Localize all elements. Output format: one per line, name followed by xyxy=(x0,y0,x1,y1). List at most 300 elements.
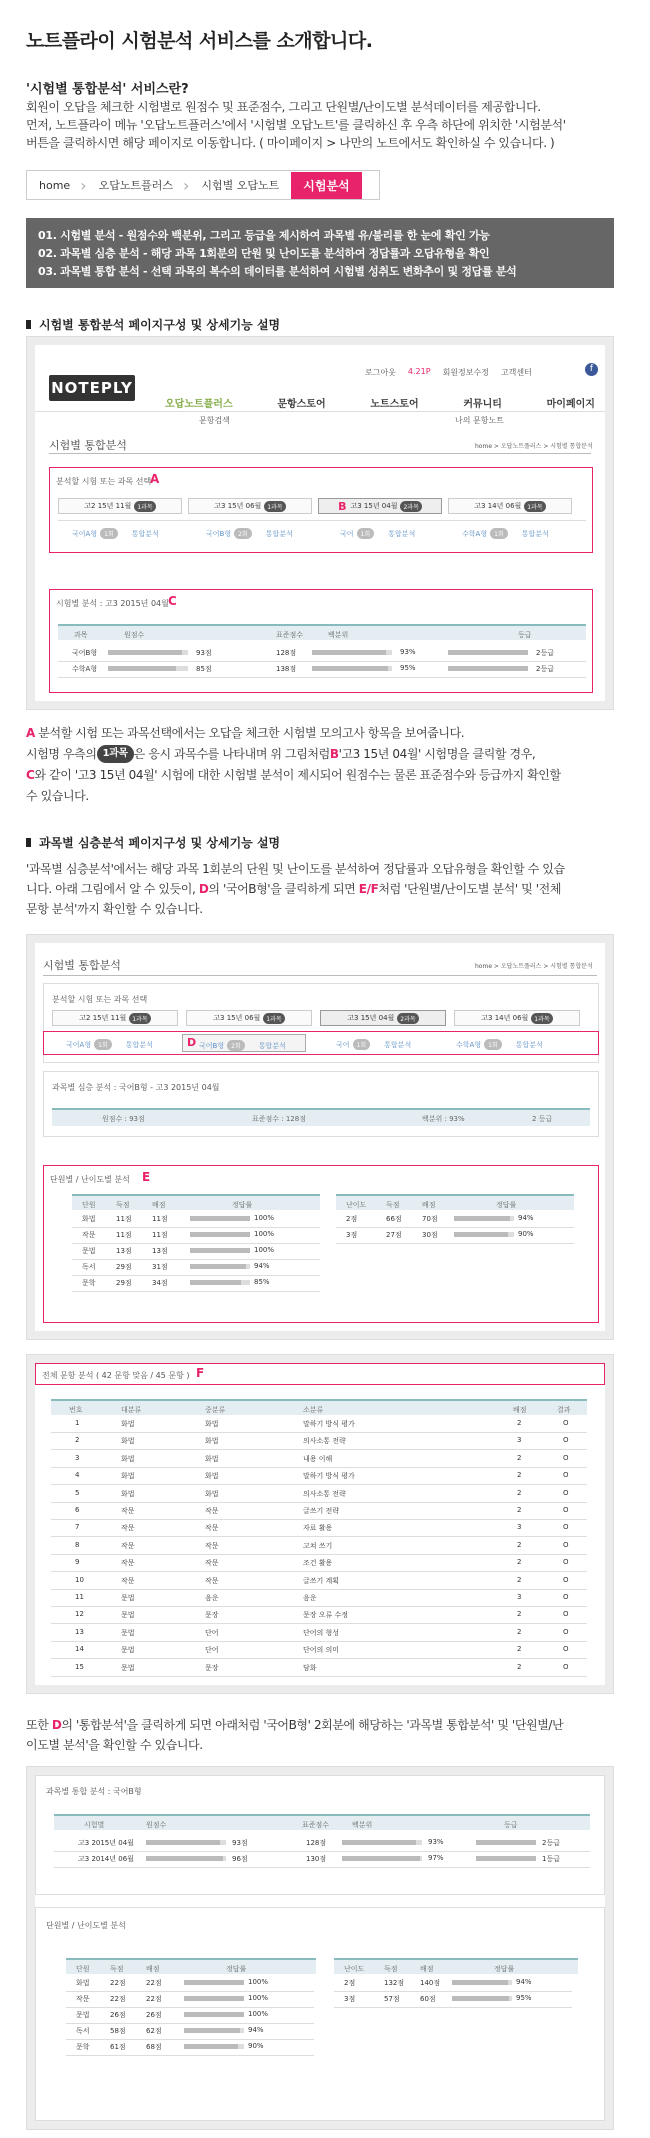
diff-score: 66점 xyxy=(386,1215,402,1223)
unit-name: 문법 xyxy=(76,2011,90,2019)
question-cell: O xyxy=(563,1593,569,1601)
exam-tab[interactable]: 고2 15년 11월 1과목 xyxy=(58,498,182,514)
row-divider xyxy=(334,2007,572,2008)
question-cell: O xyxy=(563,1523,569,1532)
raw-bar-fill xyxy=(146,1840,220,1845)
chevron-right-icon: › xyxy=(80,175,87,195)
question-cell: O xyxy=(563,1436,569,1445)
unit-name: 문법 xyxy=(82,1247,96,1255)
table-cell-grade: 1등급 xyxy=(542,1855,560,1863)
summary-row: 원점수 : 93점 표준점수 : 128점 백분위 : 93% 2 등급 xyxy=(52,1108,590,1126)
raw-bar-track xyxy=(108,666,188,671)
feature-item: 01. 시험별 분석 - 원점수와 백분위, 그리고 등급을 제시하여 과목별 유/불리를 한 눈에 확인 가능 xyxy=(38,229,490,242)
row-divider xyxy=(51,1554,587,1555)
question-cell: 2 xyxy=(517,1540,522,1549)
question-cell: 화법 xyxy=(121,1472,135,1481)
grade-bar-fill xyxy=(448,666,528,671)
unit-rate: 90% xyxy=(248,2042,264,2050)
subject-item[interactable]: 국어A형 1회 통합분석 xyxy=(66,1041,153,1049)
diff-name: 3점 xyxy=(346,1231,358,1239)
rate-bar-track xyxy=(454,1232,514,1237)
unit-name: 작문 xyxy=(82,1231,96,1239)
rate-bar-fill xyxy=(190,1232,250,1237)
row-divider xyxy=(51,1536,587,1537)
grade-bar-fill xyxy=(476,1840,536,1845)
question-cell: 3 xyxy=(517,1593,522,1601)
question-cell: 화법 xyxy=(205,1472,219,1481)
unit-name: 화법 xyxy=(76,1979,90,1987)
unit-name: 문학 xyxy=(82,1279,96,1287)
subject-item[interactable]: 국어B형 2회 통합분석 xyxy=(206,530,293,538)
row-divider xyxy=(51,1571,587,1572)
unit-rate: 100% xyxy=(254,1230,275,1238)
row-divider xyxy=(72,1227,320,1228)
desc-line: 니다. 아래 그림에서 알 수 있듯이, D의 '국어B형'을 클릭하게 되면 E/F처럼 '단원별/난이도별 분석' 및 '전체 xyxy=(26,882,562,896)
question-cell: 문법 xyxy=(121,1628,135,1637)
rate-bar-track xyxy=(184,1996,244,2001)
rate-bar-track xyxy=(190,1248,250,1253)
question-cell: 2 xyxy=(517,1662,522,1671)
table-cell-subject: 수학A형 xyxy=(72,665,98,673)
raw-bar-track xyxy=(146,1840,226,1845)
intro-line: 회원이 오답을 체크한 시험별로 원점수 및 표준점수, 그리고 단원별/난이도별 분석데이터를 제공합니다. xyxy=(26,100,541,114)
question-cell: 작문 xyxy=(205,1507,219,1515)
rate-bar-fill xyxy=(454,1232,508,1237)
question-analysis-header: 전체 문항 분석 ( 42 문항 맞음 / 45 문항 ) F xyxy=(35,1363,605,1385)
raw-bar-fill xyxy=(108,650,182,655)
exam-tab[interactable]: 고3 14년 06월 1과목 xyxy=(454,1010,580,1026)
row-divider xyxy=(336,1227,574,1228)
question-cell: 3 xyxy=(517,1523,522,1532)
question-cell: 2 xyxy=(517,1471,522,1480)
question-cell: 의사소통 전략 xyxy=(303,1489,346,1498)
intro-heading: '시험별 통합분석' 서비스란? xyxy=(26,82,189,97)
exam-tab[interactable]: 고3 15년 06월 1과목 xyxy=(186,1010,312,1026)
question-cell: 문장 오류 수정 xyxy=(303,1611,349,1620)
diff-rate: 94% xyxy=(516,1978,532,1986)
diff-name: 2점 xyxy=(346,1215,358,1223)
unit-score: 29점 xyxy=(116,1263,132,1271)
question-cell: 5 xyxy=(75,1488,80,1497)
unit-name: 작문 xyxy=(76,1995,90,2003)
deep-summary-box: 과목별 심층 분석 : 국어B형 - 고3 2015년 04월 원점수 : 93점 표준점수 : 128점 백분위 : 93% 2 등급 xyxy=(43,1071,599,1137)
unit-score: 26점 xyxy=(110,2011,126,2019)
question-cell: O xyxy=(563,1488,569,1497)
row-divider xyxy=(66,2007,314,2008)
question-cell: O xyxy=(563,1662,569,1671)
question-cell: O xyxy=(563,1506,569,1514)
question-cell: O xyxy=(563,1471,569,1480)
pct-bar-fill xyxy=(312,650,386,655)
marker-c: C xyxy=(168,594,177,608)
question-cell: 1 xyxy=(75,1419,80,1427)
screenshot-exam-analysis xyxy=(26,336,614,710)
table-cell-std: 138점 xyxy=(276,665,297,673)
row-divider xyxy=(51,1606,587,1607)
question-cell: 화법 xyxy=(121,1454,135,1463)
subject-item[interactable]: 국어A형 1회 통합분석 xyxy=(72,530,159,538)
unit-full: 68점 xyxy=(146,2043,162,2051)
row-divider xyxy=(51,1519,587,1520)
exam-tab-selected[interactable]: B 고3 15년 04월 2과목 xyxy=(318,498,442,514)
unit-rate: 100% xyxy=(248,1978,269,1986)
question-cell: 2 xyxy=(517,1419,522,1427)
subject-item[interactable]: 국어 1회 통합분석 xyxy=(336,1041,412,1049)
unit-table-header: 단원 득점 배점 정답률 xyxy=(66,1958,316,1974)
row-divider xyxy=(72,1259,320,1260)
pct-bar-fill xyxy=(342,1840,416,1845)
question-cell: 2 xyxy=(517,1645,522,1654)
desc-line: A 분석할 시험 또는 과목선택에서는 오답을 체크한 시험별 모의고사 항목을 보여줍니다. xyxy=(26,726,465,740)
question-cell: 문법 xyxy=(121,1663,135,1672)
question-cell: 조건 활용 xyxy=(303,1559,333,1568)
raw-bar-track xyxy=(108,650,188,655)
question-cell: 의사소통 전략 xyxy=(303,1437,346,1446)
screenshot-deep-analysis xyxy=(26,934,614,1340)
question-cell: O xyxy=(563,1453,569,1462)
nav-note-store[interactable]: 노트스토어 xyxy=(370,399,419,410)
profile-link[interactable]: 회원정보수정 xyxy=(442,368,489,377)
question-cell: O xyxy=(563,1627,569,1636)
exam-name: 고3 2014년 06월 xyxy=(78,1855,134,1863)
question-cell: 4 xyxy=(75,1471,80,1480)
rate-bar-fill xyxy=(184,1980,244,1985)
question-cell: 음운 xyxy=(303,1594,317,1602)
intro-line: 버튼을 클릭하시면 해당 페이지로 이동합니다. ( 마이페이지 > 나만의 노트에서도 확인하실 수 있습니다. ) xyxy=(26,136,555,150)
question-cell: 작문 xyxy=(121,1507,135,1515)
table-cell-raw: 85점 xyxy=(196,665,212,673)
row-divider xyxy=(54,1867,590,1868)
unit-full: 11점 xyxy=(152,1231,168,1239)
row-divider xyxy=(51,1676,587,1677)
rate-bar-track xyxy=(184,2012,244,2017)
table-cell-pct: 95% xyxy=(400,664,416,672)
raw-bar-fill xyxy=(108,666,176,671)
unit-table-header: 단원 득점 배점 정답률 xyxy=(72,1194,320,1210)
subject-item[interactable]: 수학A형 1회 통합분석 xyxy=(462,530,549,538)
question-cell: 11 xyxy=(75,1593,84,1601)
question-cell: 2 xyxy=(517,1627,522,1636)
question-cell: 15 xyxy=(75,1662,84,1671)
rate-bar-track xyxy=(190,1216,250,1221)
grade-bar-track xyxy=(476,1856,536,1861)
desc-line: 수 있습니다. xyxy=(26,789,89,803)
rate-bar-fill xyxy=(190,1264,246,1269)
grade-bar-track xyxy=(476,1840,536,1845)
question-cell: 글쓰기 계획 xyxy=(303,1576,340,1585)
unit-full: 31점 xyxy=(152,1263,168,1271)
logout-link[interactable]: 로그아웃 xyxy=(365,368,396,377)
unit-rate: 85% xyxy=(254,1278,270,1286)
section-heading: 시험별 통합분석 페이지구성 및 상세기능 설명 xyxy=(26,316,280,333)
top-links xyxy=(365,367,585,378)
exam-tab-selected[interactable]: 고3 15년 04월 2과목 xyxy=(320,1010,446,1026)
unit-analysis-box: 단원별 / 난이도별 분석 단원 득점 배점 정답률 난이도 득점 배점 정답률 화법 22점 22점 100% 작문 22점 22점 100% 문법 26점 26점 100% 독서 58점 62점 94% 문학 61점 68점 90% 2점 132점 140점 94% 3점 57점 60점 95% xyxy=(35,1907,605,2121)
table-cell-grade: 2등급 xyxy=(536,649,554,657)
question-cell: 3 xyxy=(75,1453,80,1462)
question-cell: 화법 xyxy=(205,1420,219,1428)
question-cell: 고쳐 쓰기 xyxy=(303,1541,333,1550)
rate-bar-track xyxy=(454,1216,514,1221)
unit-full: 11점 xyxy=(152,1215,168,1223)
table-cell-pct: 93% xyxy=(400,648,416,656)
unit-score: 11점 xyxy=(116,1215,132,1223)
rate-bar-track xyxy=(190,1264,250,1269)
rate-bar-track xyxy=(452,1980,512,1985)
integrated-box: 과목별 통합 분석 : 국어B형 시험별 원점수 표준점수 백분위 등급 고3 2015년 04월 93점 128점 93% 2등급 고3 2014년 06월 96점 130점 97% 1등급 xyxy=(35,1775,605,1895)
question-cell: O xyxy=(563,1645,569,1654)
unit-rate: 94% xyxy=(254,1262,270,1270)
exam-tab[interactable]: 고3 14년 06월 1과목 xyxy=(448,498,572,514)
question-cell: 작문 xyxy=(121,1524,135,1533)
unit-full: 22점 xyxy=(146,1995,162,2003)
desc-line: '과목별 심층분석'에서는 해당 과목 1회분의 단원 및 난이도를 분석하여 정답률과 오답유형을 확인할 수 있습 xyxy=(26,862,565,876)
pct-bar-fill xyxy=(342,1856,420,1861)
row-divider xyxy=(66,2055,314,2056)
question-cell: 말하기 방식 평가 xyxy=(303,1472,355,1481)
question-table-header: 번호 대분류 중분류 소분류 배점 결과 xyxy=(51,1399,587,1415)
diff-rate: 95% xyxy=(516,1994,532,2002)
question-cell: 단어의 형성 xyxy=(303,1628,340,1637)
question-cell: 화법 xyxy=(205,1489,219,1498)
question-cell: 화법 xyxy=(121,1420,135,1428)
desc-line: 시험명 우측의 1과목 은 응시 과목수를 나타내며 위 그림처럼 B '고3 15년 04월' 시험명을 클릭할 경우, xyxy=(26,747,536,761)
pct-bar-track xyxy=(312,666,392,671)
unit-analysis-box: 단원별 / 난이도별 분석 E 단원 득점 배점 정답률 난이도 득점 배점 정답률 화법 11점 11점 100% 작문 11점 11점 100% 문법 13점 13점 100% 독서 29점 31점 94% 문학 29점 34점 85% 2점 66점 70점 94% 3점 27점 30점 90% xyxy=(43,1165,599,1323)
square-bullet-icon xyxy=(26,320,31,329)
diff-name: 2점 xyxy=(344,1979,356,1987)
question-cell: 작문 xyxy=(121,1559,135,1568)
marker-a: A xyxy=(150,472,160,486)
question-cell: 2 xyxy=(517,1453,522,1462)
question-cell: 10 xyxy=(75,1575,84,1584)
question-cell: 작문 xyxy=(205,1524,219,1533)
unit-rate: 100% xyxy=(248,2010,269,2018)
table-cell-pct: 97% xyxy=(428,1854,444,1862)
exam-tab[interactable]: 고2 15년 11월 1과목 xyxy=(52,1010,178,1026)
exam-analysis-button[interactable]: 시험분석 xyxy=(291,172,361,199)
nav-community[interactable]: 커뮤니티 xyxy=(463,399,502,410)
subject-item[interactable]: 국어 1회 통합분석 xyxy=(340,530,416,538)
row-divider xyxy=(58,661,586,662)
row-divider xyxy=(51,1484,587,1485)
question-cell: 단어 xyxy=(205,1646,219,1655)
chevron-right-icon: › xyxy=(182,175,190,195)
rate-bar-track xyxy=(190,1280,250,1285)
unit-score: 11점 xyxy=(116,1231,132,1239)
page-heading: 시험별 통합분석 xyxy=(43,959,121,972)
breadcrumb-item[interactable]: 시험별 오답노트 xyxy=(201,179,280,192)
nav-wrong-note[interactable]: 오답노트플러스 xyxy=(165,399,233,410)
question-cell: 문법 xyxy=(121,1646,135,1655)
rate-bar-fill xyxy=(190,1280,241,1285)
row-divider xyxy=(51,1589,587,1590)
support-link[interactable]: 고객센터 xyxy=(500,368,532,377)
rate-bar-fill xyxy=(452,1996,509,2001)
rate-bar-fill xyxy=(184,2044,238,2049)
unit-full: 13점 xyxy=(152,1247,168,1255)
breadcrumb-home[interactable]: home xyxy=(39,178,71,192)
page-title: 노트플라이 시험분석 서비스를 소개합니다. xyxy=(26,30,373,52)
question-cell: 3 xyxy=(517,1436,522,1445)
rate-bar-track xyxy=(184,2028,244,2033)
question-cell: 2 xyxy=(75,1436,80,1445)
rate-bar-fill xyxy=(190,1216,250,1221)
diff-full: 140점 xyxy=(420,1979,441,1987)
diff-rate: 94% xyxy=(518,1214,534,1222)
question-cell: 12 xyxy=(75,1610,84,1619)
logo[interactable]: NOTEPLY xyxy=(49,375,135,401)
row-divider xyxy=(72,1275,320,1276)
grade-bar-track xyxy=(448,666,528,671)
exam-select-box xyxy=(49,467,593,553)
unit-name: 독서 xyxy=(82,1263,96,1271)
table-cell-std: 128점 xyxy=(276,649,297,657)
feature-item: 02. 과목별 심층 분석 - 해당 과목 1회분의 단원 및 난이도를 분석하여 정답률과 오답유형을 확인 xyxy=(38,247,490,260)
table-cell-grade: 2등급 xyxy=(542,1839,560,1847)
table-cell-subject: 국어B형 xyxy=(72,649,98,657)
point-link[interactable]: 4.21P xyxy=(407,367,431,376)
table-cell-std: 130점 xyxy=(306,1855,327,1863)
diff-score: 57점 xyxy=(384,1995,400,2003)
pct-bar-fill xyxy=(312,666,388,671)
subject-count-pill: 1과목 xyxy=(97,745,134,763)
unit-rate: 100% xyxy=(254,1246,275,1254)
screenshot-subject-integrated xyxy=(26,1766,614,2130)
row-divider xyxy=(72,1291,320,1292)
question-cell: 2 xyxy=(517,1506,522,1514)
rate-bar-track xyxy=(184,2044,244,2049)
unit-score: 22점 xyxy=(110,1995,126,2003)
rate-bar-track xyxy=(190,1232,250,1237)
rate-bar-fill xyxy=(190,1248,250,1253)
question-cell: 화법 xyxy=(121,1437,135,1446)
diff-full: 70점 xyxy=(422,1215,438,1223)
exam-name: 고3 2015년 04월 xyxy=(78,1839,134,1847)
question-cell: 작문 xyxy=(205,1541,219,1550)
question-cell: 자료 활용 xyxy=(303,1524,333,1533)
unit-name: 독서 xyxy=(76,2027,90,2035)
grade-bar-fill xyxy=(448,650,528,655)
question-cell: 9 xyxy=(75,1558,80,1567)
rate-bar-track xyxy=(184,1980,244,1985)
pct-bar-track xyxy=(312,650,392,655)
facebook-icon[interactable]: f xyxy=(585,363,598,376)
box-label: 분석할 시험 또는 과목 선택 xyxy=(56,477,152,486)
question-cell: 문법 xyxy=(121,1611,135,1620)
diff-full: 30점 xyxy=(422,1231,438,1239)
table-cell-grade: 2등급 xyxy=(536,665,554,673)
nav-mypage[interactable]: 마이페이지 xyxy=(546,399,595,410)
intro-line: 먼저, 노트플라이 메뉴 '오답노트플러스'에서 '시험별 오답노트'를 클릭하신 후 우측 하단에 위치한 '시험분석' xyxy=(26,118,566,132)
unit-rate: 94% xyxy=(248,2026,264,2034)
subnav-item[interactable]: 나의 문항노트 xyxy=(455,416,504,425)
question-cell: 담화 xyxy=(303,1663,317,1672)
unit-full: 26점 xyxy=(146,2011,162,2019)
pct-bar-track xyxy=(342,1840,422,1845)
table-cell-raw: 93점 xyxy=(196,649,212,657)
page-breadcrumb: home > 오답노트플러스 > 시험별 통합분석 xyxy=(475,443,593,450)
question-cell: O xyxy=(563,1558,569,1567)
diff-score: 27점 xyxy=(386,1231,402,1239)
diff-full: 60점 xyxy=(420,1995,436,2003)
raw-bar-track xyxy=(146,1856,226,1861)
desc-line: 또한 D의 '통합분석'을 클릭하게 되면 아래처럼 '국어B형' 2회분에 해당하는 '과목별 통합분석' 및 '단원별/난 xyxy=(26,1718,564,1732)
subject-item-selected[interactable]: D 국어B형 2회 통합분석 xyxy=(182,1034,306,1052)
nav-question-store[interactable]: 문항스토어 xyxy=(277,399,326,410)
exam-result-box xyxy=(49,589,593,693)
desc-line: C와 같이 '고3 15년 04월' 시험에 대한 시험별 분석이 제시되어 원점수는 물론 표준점수와 등급까지 확인할 xyxy=(26,768,561,782)
rate-bar-fill xyxy=(184,1996,244,2001)
question-cell: 2 xyxy=(517,1610,522,1619)
exam-select-box: 분석할 시험 또는 과목 선택 고2 15년 11월 1과목 고3 15년 06월 1과목 고3 15년 04월 2과목 고3 14년 06월 1과목 xyxy=(43,983,599,1063)
unit-rate: 100% xyxy=(254,1214,275,1222)
grade-bar-fill xyxy=(476,1856,536,1861)
unit-score: 61점 xyxy=(110,2043,126,2051)
diff-name: 3점 xyxy=(344,1995,356,2003)
row-divider xyxy=(51,1449,587,1450)
exam-tab[interactable]: 고3 15년 06월 1과목 xyxy=(188,498,312,514)
question-cell: 작문 xyxy=(121,1576,135,1585)
raw-bar-fill xyxy=(146,1856,223,1861)
question-cell: O xyxy=(563,1540,569,1549)
question-cell: 화법 xyxy=(205,1437,219,1446)
unit-score: 29점 xyxy=(116,1279,132,1287)
question-cell: 화법 xyxy=(121,1489,135,1498)
integrated-table-header: 시험별 원점수 표준점수 백분위 등급 xyxy=(54,1814,590,1830)
subject-item[interactable]: 수학A형 1회 통합분석 xyxy=(456,1041,543,1049)
pct-bar-track xyxy=(342,1856,422,1861)
question-cell: 문장 xyxy=(205,1663,219,1672)
question-cell: 2 xyxy=(517,1488,522,1497)
unit-score: 13점 xyxy=(116,1247,132,1255)
row-divider xyxy=(336,1243,574,1244)
breadcrumb-item[interactable]: 오답노트플러스 xyxy=(98,179,173,192)
rate-bar-fill xyxy=(184,2028,240,2033)
grade-bar-track xyxy=(448,650,528,655)
row-divider xyxy=(72,1243,320,1244)
row-divider xyxy=(66,1991,314,1992)
feature-box xyxy=(26,218,614,288)
question-cell: 8 xyxy=(75,1540,80,1549)
row-divider xyxy=(51,1658,587,1659)
question-cell: O xyxy=(563,1419,569,1427)
rate-bar-track xyxy=(452,1996,512,2001)
question-cell: 14 xyxy=(75,1645,84,1654)
unit-full: 22점 xyxy=(146,1979,162,1987)
row-divider xyxy=(51,1623,587,1624)
rate-bar-fill xyxy=(184,2012,244,2017)
row-divider xyxy=(66,2039,314,2040)
unit-name: 문학 xyxy=(76,2043,90,2051)
subnav-item[interactable]: 문항검색 xyxy=(199,416,230,425)
breadcrumb xyxy=(26,170,380,200)
table-cell-raw: 96점 xyxy=(232,1855,248,1863)
square-bullet-icon xyxy=(26,838,31,847)
row-divider xyxy=(66,2023,314,2024)
diff-table-header: 난이도 득점 배점 정답률 xyxy=(334,1958,578,1974)
question-cell: 단어의 의미 xyxy=(303,1646,340,1655)
subject-row-highlight xyxy=(43,1031,599,1055)
unit-name: 화법 xyxy=(82,1215,96,1223)
row-divider xyxy=(51,1432,587,1433)
diff-rate: 90% xyxy=(518,1230,534,1238)
question-cell: 2 xyxy=(517,1558,522,1567)
row-divider xyxy=(54,1851,590,1852)
question-cell: 글쓰기 전략 xyxy=(303,1507,340,1515)
table-cell-std: 128점 xyxy=(306,1839,327,1847)
row-divider xyxy=(51,1502,587,1503)
